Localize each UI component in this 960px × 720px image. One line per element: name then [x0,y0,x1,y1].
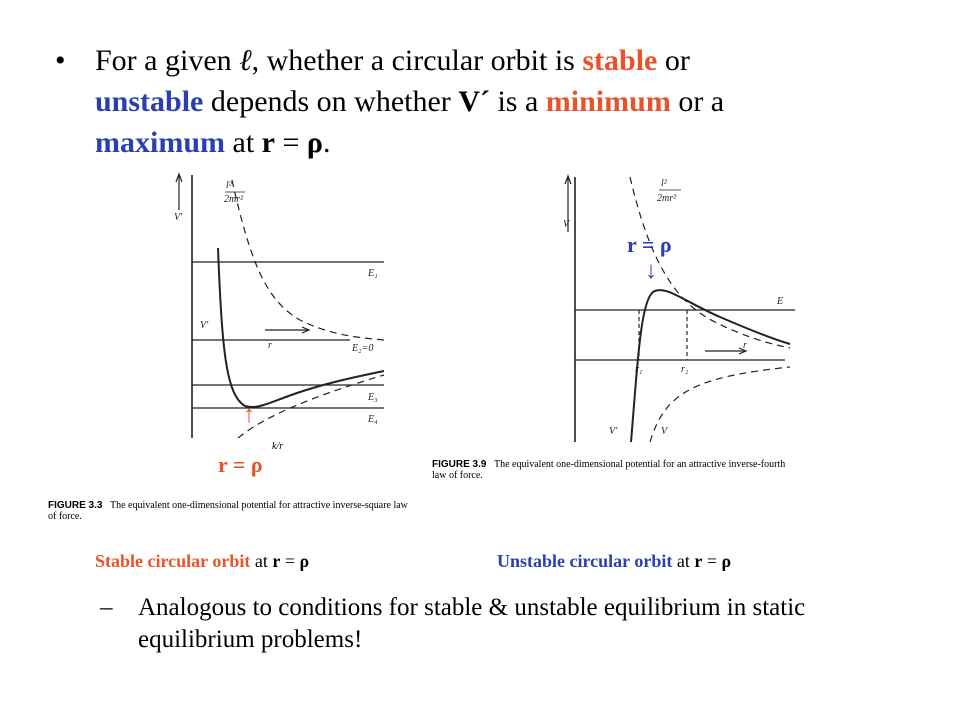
e1-label: E₁ [368,268,378,279]
potential-den: r [279,441,284,452]
caption-text: The equivalent one-dimensional potential for an attractive inverse-fourth [493,459,786,470]
caption-fig-number: FIGURE 3.9 [432,459,487,470]
stable-orbit-caption [95,551,309,572]
rho-symbol: ρ [306,126,323,159]
text-part: depends on whether [203,85,459,118]
minimum-word: minimum [545,85,671,118]
potential-num: k [272,441,277,452]
vprime-symbol: V´ [458,85,490,118]
figure-3-9-caption [432,459,932,481]
right-vprime-label: V' [609,426,618,437]
left-curve-label: V' [200,320,209,331]
inverse-fourth-potential-figure [555,172,805,447]
unstable-orbit-caption [497,551,731,572]
bullet-dot: • [55,44,66,77]
text-part: is a [489,85,546,118]
unstable-caption-bold: Unstable circular orbit [497,551,673,571]
right-attractive-curve [650,367,790,442]
unstable-caption-rho: ρ [721,551,732,571]
right-v-label: V [661,426,668,437]
caption-text-2: law of force. [432,470,483,481]
stable-caption-bold: Stable circular orbit [95,551,251,571]
r-symbol: r [261,126,275,159]
stable-caption-rest: at [250,551,273,571]
left-ylabel: V' [174,212,183,223]
unstable-caption-eq: = [702,551,722,571]
maximum-word: maximum [95,126,225,159]
e2-label: E₂=0 [352,343,374,354]
right-rho-label: r = ρ [627,232,672,257]
bullet-text [95,40,915,163]
right-centrifugal-num: l² [661,178,667,189]
figure-3-3-caption [48,500,528,522]
e3-label: E₃ [368,392,378,403]
caption-fig-number: FIGURE 3.3 [48,500,103,511]
left-centrifugal-curve [232,180,384,340]
left-centrifugal-num: l² [226,180,232,191]
caption-text: The equivalent one-dimensional potential for attractive inverse-square law [109,500,408,511]
unstable-caption-rest: at [672,551,695,571]
text-part: = [274,126,307,159]
unstable-caption-r: r [694,551,703,571]
stable-caption-rho: ρ [299,551,310,571]
text-part: , whether a circular orbit is [251,44,583,77]
right-r-label: r [743,340,747,351]
text-part: or a [670,85,725,118]
e-label: E [777,296,784,307]
stable-word: stable [582,44,658,77]
right-centrifugal-den: 2mr² [657,193,677,204]
r1-label: r₁ [635,364,643,375]
sub-bullet-dash: – [100,594,113,621]
left-up-arrow: ↑ [243,402,255,428]
unstable-word: unstable [95,85,204,118]
right-ylabel: V [563,219,570,230]
stable-caption-eq: = [280,551,300,571]
r2-label: r₂ [681,364,689,375]
stable-caption-r: r [272,551,281,571]
text-part: or [657,44,690,77]
text-part: For a given [95,44,240,77]
left-r-label: r [268,340,272,351]
left-rho-label: r = ρ [218,452,263,477]
sub-bullet-text: Analogous to conditions for stable & unstable equilibrium in static equilibrium problems! [138,594,806,653]
text-part: . [322,126,331,159]
inverse-square-potential-figure [170,170,400,440]
e4-label: E₄ [368,414,378,425]
potential-extra: k/r [272,441,284,452]
left-centrifugal-den: 2mr² [224,194,244,205]
ell-symbol: ℓ [239,44,252,77]
right-effective-curve [631,290,790,442]
text-part: at [225,126,262,159]
right-down-arrow: ↓ [645,258,657,284]
caption-text-2: of force. [48,511,82,522]
